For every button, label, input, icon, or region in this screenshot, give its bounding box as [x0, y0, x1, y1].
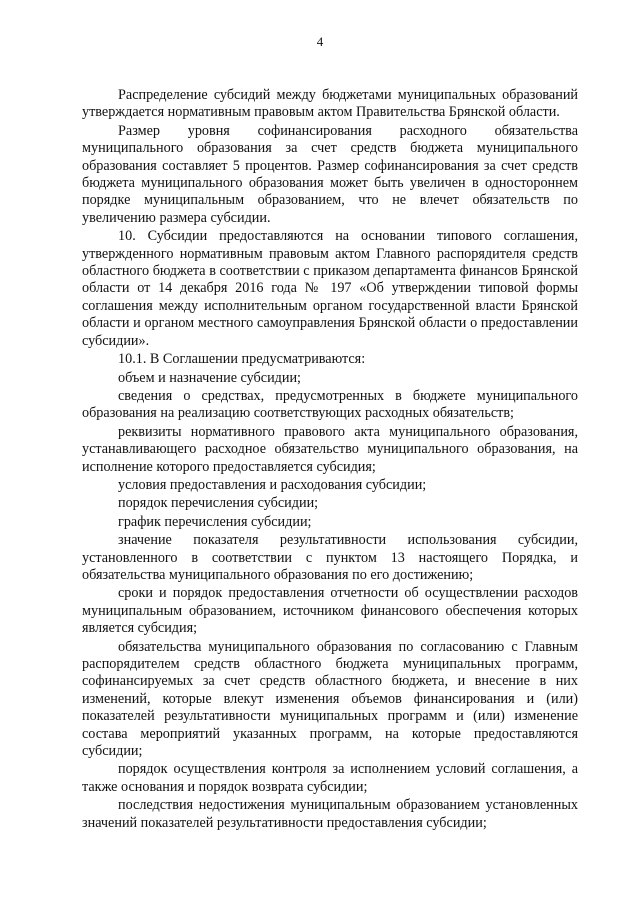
- list-item-consequences: последствия недостижения муниципальным образованием установленных значений показателей результативности предоставления субсидии;: [82, 797, 578, 831]
- list-item-budget-funds: сведения о средствах, предусмотренных в бюджете муниципального образования на реализацию соответствующих расходных обязательств;: [82, 387, 578, 422]
- document-body: [82, 87, 578, 832]
- list-item-volume: объем и назначение субсидии;: [118, 369, 302, 386]
- list-item-transfer-procedure: порядок перечисления субсидии;: [118, 495, 319, 512]
- paragraph-10-typical-agreement: 10. Субсидии предоставляются на основании типового соглашения, утвержденного нормативным правовым актом Главного распорядителя средств областного бюджета в соответствии с приказом департамента финансов Брянской области от 14 декабря 2016 года № 197 «Об утверждении типовой формы соглашения между исполнительным органом государственной власти Брянской области и органом местного самоуправления Брянской области о предоставлении субсидии».: [82, 228, 578, 349]
- list-item-transfer-schedule: график перечисления субсидии;: [118, 513, 312, 530]
- paragraph-subsidy-distribution: Распределение субсидий между бюджетами муниципальных образований утверждается нормативным правовым актом Правительства Брянской области.: [82, 87, 578, 121]
- page-number: 4: [316, 34, 324, 49]
- list-item-reporting: сроки и порядок предоставления отчетности об осуществлении расходов муниципальным образованием, источником финансового обеспечения которых является субсидия;: [82, 585, 578, 637]
- paragraph-cofinancing-level: Размер уровня софинансирования расходного обязательства муниципального образования за счет средств бюджета муниципального образования составляет 5 процентов. Размер софинансирования за счет средств бюджета муниципального образования может быть увеличен в одностороннем порядке муниципальным образованием, что не влечет обязательств по увеличению размера субсидии.: [82, 122, 578, 226]
- list-item-legal-act-details: реквизиты нормативного правового акта муниципального образования, устанавливающего расходное обязательство муниципального образования, на исполнение которого предоставляется субсидия;: [82, 423, 578, 475]
- list-item-performance-indicator: значение показателя результативности использования субсидии, установленного в соответствии с пунктом 13 настоящего Порядка, и обязательства муниципального образования по его достижению;: [82, 532, 578, 583]
- list-item-program-approval: обязательства муниципального образования по согласованию с Главным распорядителем средств областного бюджета муниципальных программ, софинансируемых за счет средств областного бюджета, и внесение в них изменений, которые влекут изменения объемов финансирования и (или) показателей результативности муниципальных программ и (или) изменение состава мероприятий указанных программ, на которые предоставляются субсидии;: [82, 638, 578, 760]
- list-item-conditions: условия предоставления и расходования субсидии;: [118, 476, 427, 493]
- list-item-control: порядок осуществления контроля за исполнением условий соглашения, а также основания и порядок возврата субсидии;: [82, 761, 578, 795]
- paragraph-10-1-heading: 10.1. В Соглашении предусматриваются:: [118, 351, 366, 368]
